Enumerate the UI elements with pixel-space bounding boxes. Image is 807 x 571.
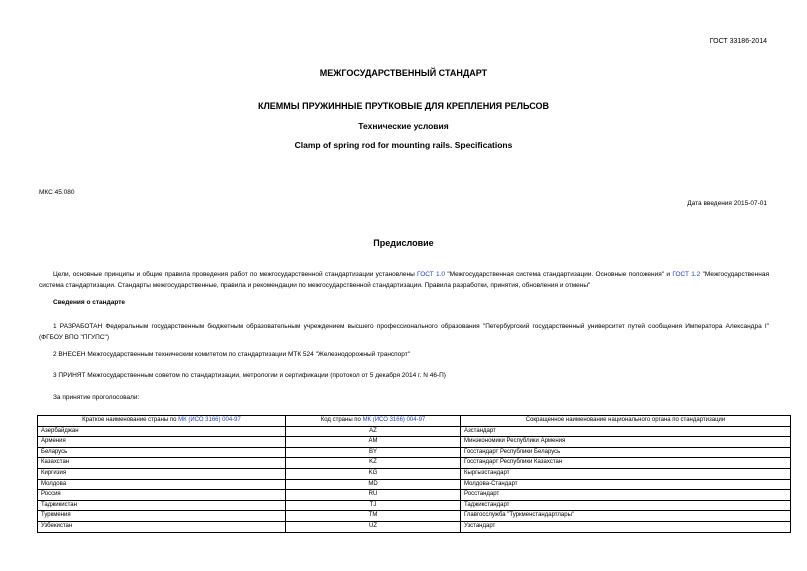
country-cell: Туркмения	[38, 511, 286, 522]
col-code-header-text: Код страны по	[320, 417, 363, 423]
mk-iso-link[interactable]: МК (ИСО 3166) 004-97	[178, 417, 241, 423]
code-cell: KZ	[286, 458, 461, 469]
body-cell: Госстандарт Республики Казахстан	[461, 458, 791, 469]
table-row	[38, 500, 791, 511]
standard-type: МЕЖГОСУДАРСТВЕННЫЙ СТАНДАРТ	[319, 68, 488, 78]
col-code-header	[286, 416, 461, 427]
table-row	[38, 458, 791, 469]
code-cell: MD	[286, 479, 461, 490]
code-cell: AM	[286, 437, 461, 448]
table-row	[38, 490, 791, 501]
body-cell: Молдова-Стандарт	[461, 479, 791, 490]
col-body-header: Сокращенное наименование национального органа по стандартизации	[461, 416, 791, 427]
body-cell: Главгосслужба "Туркменстандартлары"	[461, 511, 791, 522]
table-header-row	[38, 416, 791, 427]
body-cell: Азстандарт	[461, 426, 791, 437]
body-cell: Таджикстандарт	[461, 500, 791, 511]
foreword-heading: Предисловие	[373, 238, 434, 248]
item-adopted: 3 ПРИНЯТ Межгосударственным советом по стандартизации, метрологии и сертификации (протокол от 5 декабря 2014 г. N 46-П)	[53, 372, 446, 379]
code-cell: TM	[286, 511, 461, 522]
col-country-header	[38, 416, 286, 427]
code-cell: TJ	[286, 500, 461, 511]
mks-code: МКС 45.080	[39, 189, 75, 196]
item-introduced: 2 ВНЕСЕН Межгосударственным техническим комитетом по стандартизации МТК 524 "Железнодорожный транспорт"	[53, 351, 411, 358]
body-cell: Росстандарт	[461, 490, 791, 501]
body-cell: Минэкономики Республики Армения	[461, 437, 791, 448]
col-country-header-text: Краткое наименование страны по	[82, 417, 179, 423]
table-row	[38, 447, 791, 458]
p1-text-b: "Межгосударственная система стандартизации. Основные положения" и	[445, 271, 673, 278]
country-cell: Киргизия	[38, 468, 286, 479]
p1-text-a: Цели, основные принципы и общие правила проведения работ по межгосударственной стандартизации установлены	[53, 271, 418, 278]
code-cell: KG	[286, 468, 461, 479]
document-title: КЛЕММЫ ПРУЖИННЫЕ ПРУТКОВЫЕ ДЛЯ КРЕПЛЕНИЯ РЕЛЬСОВ	[257, 101, 549, 111]
voting-states-table	[37, 415, 791, 533]
country-cell: Казахстан	[38, 458, 286, 469]
country-cell: Армения	[38, 437, 286, 448]
table-row	[38, 437, 791, 448]
p1-text-c: "Межгосударственная система стандартизации. Стандарты межгосударственные, правила и рекомендации по межгосударственной стандартизации. Правила разработки, принятия, обновления и отмены"	[39, 271, 769, 289]
item1-text: 1 РАЗРАБОТАН Федеральным государственным бюджетным образовательным учреждением высшего профессионального образования "Петербургский государственный университет путей сообщения Императора Александра I" (ФГБОУ ВПО "ПГУПС")	[39, 323, 769, 341]
voted-label: За принятие проголосовали:	[53, 394, 140, 401]
document-title-english: Clamp of spring rod for mounting rails. Specifications	[294, 140, 513, 150]
body-cell: Кыргызстандарт	[461, 468, 791, 479]
country-cell: Беларусь	[38, 447, 286, 458]
country-cell: Таджикистан	[38, 500, 286, 511]
mk-iso-link[interactable]: МК (ИСО 3166) 004-97	[362, 417, 426, 423]
code-cell: UZ	[286, 521, 461, 532]
code-cell: RU	[286, 490, 461, 501]
body-cell: Узстандарт	[461, 521, 791, 532]
table-row	[38, 479, 791, 490]
code-cell: AZ	[286, 426, 461, 437]
item-developed	[39, 321, 769, 343]
gost-1-2-link[interactable]: ГОСТ 1.2	[672, 271, 701, 278]
country-cell: Россия	[38, 490, 286, 501]
body-cell: Госстандарт Республики Беларусь	[461, 447, 791, 458]
table-row	[38, 521, 791, 532]
foreword-paragraph	[39, 269, 769, 291]
table-row	[38, 511, 791, 522]
table-row	[38, 426, 791, 437]
gost-1-0-link[interactable]: ГОСТ 1.0	[417, 271, 446, 278]
country-cell: Узбекистан	[38, 521, 286, 532]
country-cell: Азербайджан	[38, 426, 286, 437]
intro-date: Дата введения 2015-07-01	[687, 200, 767, 207]
code-cell: BY	[286, 447, 461, 458]
document-subtitle: Технические условия	[358, 121, 449, 131]
standard-info-heading: Сведения о стандарте	[53, 299, 126, 306]
gost-number: ГОСТ 33186-2014	[709, 38, 767, 45]
table-row	[38, 468, 791, 479]
country-cell: Молдова	[38, 479, 286, 490]
